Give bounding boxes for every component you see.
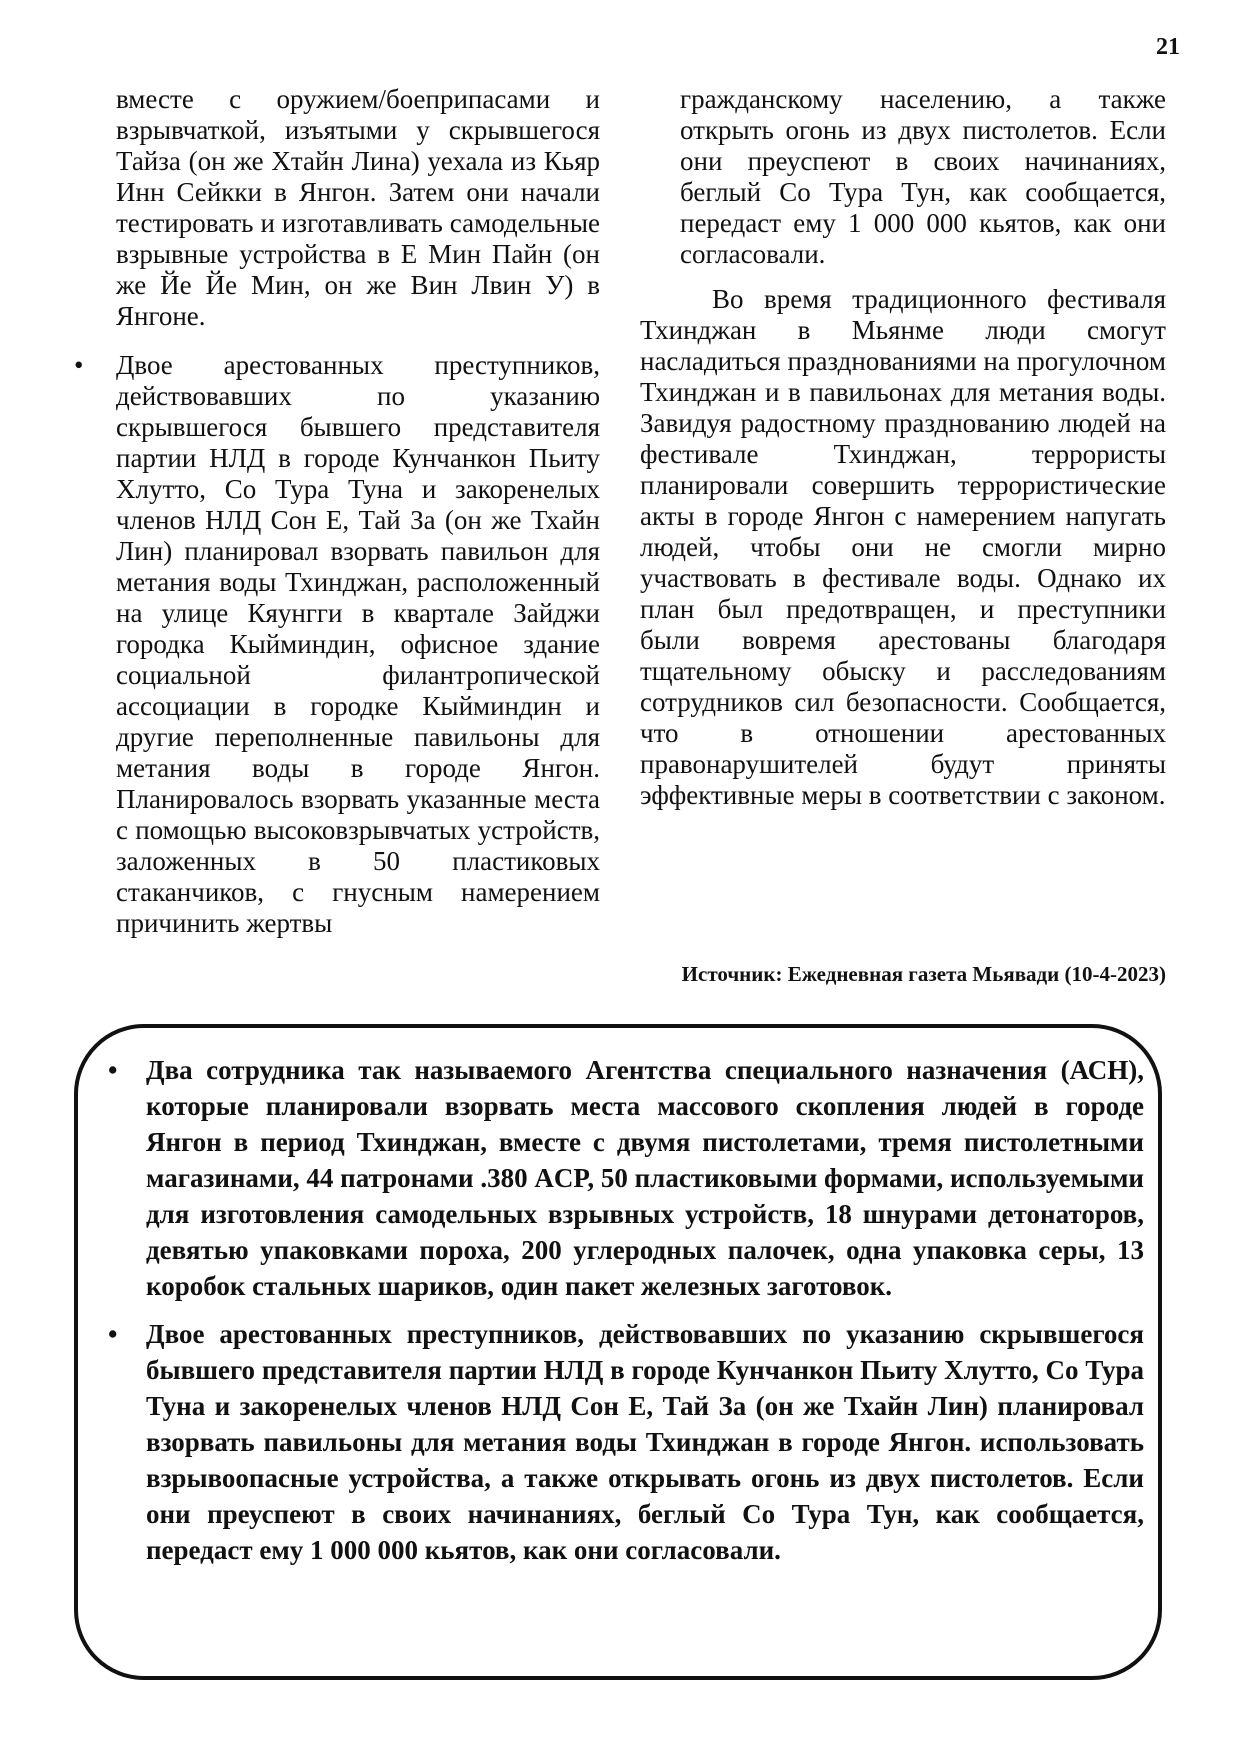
bullet-icon: • [108, 1055, 118, 1085]
left-column [74, 84, 600, 939]
summary-item [104, 1316, 1144, 1568]
bullet-icon: • [108, 1319, 118, 1349]
source-citation: Источник: Ежедневная газета Мьявади (10-4-2023) [681, 962, 1166, 986]
page-number: 21 [1156, 34, 1180, 60]
summary-box [104, 1052, 1144, 1568]
left-bullet-text: Двое арестованных преступников, действовавших по указанию скрывшегося бывшего представителя партии НЛД в городе Кунчанкон Пьиту Хлутто, Со Тура Туна и закоренелых членов НЛД Сон Е, Тай За (он же Тхайн Лин) планировал взорвать павильон для метания воды Тхинджан, расположенный на улице Кяунгги в квартале Зайджи городка Кыйминдин, офисное здание социальной филантропической ассоциации в городке Кыйминдин и другие переполненные павильоны для метания воды в городе Янгон. Планировалось взорвать указанные места с помощью высоковзрывчатых устройств, заложенных в 50 пластиковых стаканчиков, с гнусным намерением причинить жертвы [116, 350, 600, 938]
right-continuation-paragraph: гражданскому населению, а также открыть огонь из двух пистолетов. Если они преуспеют в своих начинаниях, беглый Со Тура Тун, как сообщается, передаст ему 1 000 000 кьятов, как они согласовали. [680, 84, 1166, 269]
summary-item-text: Двое арестованных преступников, действовавших по указанию скрывшегося бывшего представителя партии НЛД в городе Кунчанкон Пьиту Хлутто, Со Тура Туна и закоренелых членов НЛД Сон Е, Тай За (он же Тхайн Лин) планировал взорвать павильоны для метания воды Тхинджан в городе Янгон. использовать взрывоопасные устройства, а также открывать огонь из двух пистолетов. Если они преуспеют в своих начинаниях, беглый Со Тура Тун, как сообщается, передаст ему 1 000 000 кьятов, как они согласовали. [146, 1319, 1144, 1565]
summary-item [104, 1052, 1144, 1304]
right-main-paragraph: Во время традиционного фестиваля Тхинджан в Мьянме люди смогут насладиться празднованиями на прогулочном Тхинджан и в павильонах для метания воды. Завидуя радостному празднованию людей на фестивале Тхинджан, террористы планировали совершить террористические акты в городе Янгон с намерением напугать людей, чтобы они не смогли мирно участвовать в фестивале воды. Однако их план был предотвращен, и преступники были вовремя арестованы благодаря тщательному обыску и расследованиям сотрудников сил безопасности. Сообщается, что в отношении арестованных правонарушителей будут приняты эффективные меры в соответствии с законом. [640, 284, 1166, 810]
bullet-icon: • [74, 350, 84, 380]
left-bullet-item [74, 350, 600, 939]
summary-item-text: Два сотрудника так называемого Агентства специального назначения (АСН), которые планировали взорвать места массового скопления людей в городе Янгон в период Тхинджан, вместе с двумя пистолетами, тремя пистолетными магазинами, 44 патронами .380 ACP, 50 пластиковыми формами, используемыми для изготовления самодельных взрывных устройств, 18 шнурами детонаторов, девятью упаковками пороха, 200 углеродных палочек, одна упаковка серы, 13 коробок стальных шариков, один пакет железных заготовок. [146, 1055, 1144, 1301]
right-column [640, 84, 1166, 811]
left-continuation-paragraph: вместе с оружием/боеприпасами и взрывчаткой, изъятыми у скрывшегося Тайза (он же Хтайн Лина) уехала из Кьяр Инн Сейкки в Янгон. Затем они начали тестировать и изготавливать самодельные взрывные устройства в Е Мин Пайн (он же Йе Йе Мин, он же Вин Лвин У) в Янгоне. [116, 84, 600, 331]
